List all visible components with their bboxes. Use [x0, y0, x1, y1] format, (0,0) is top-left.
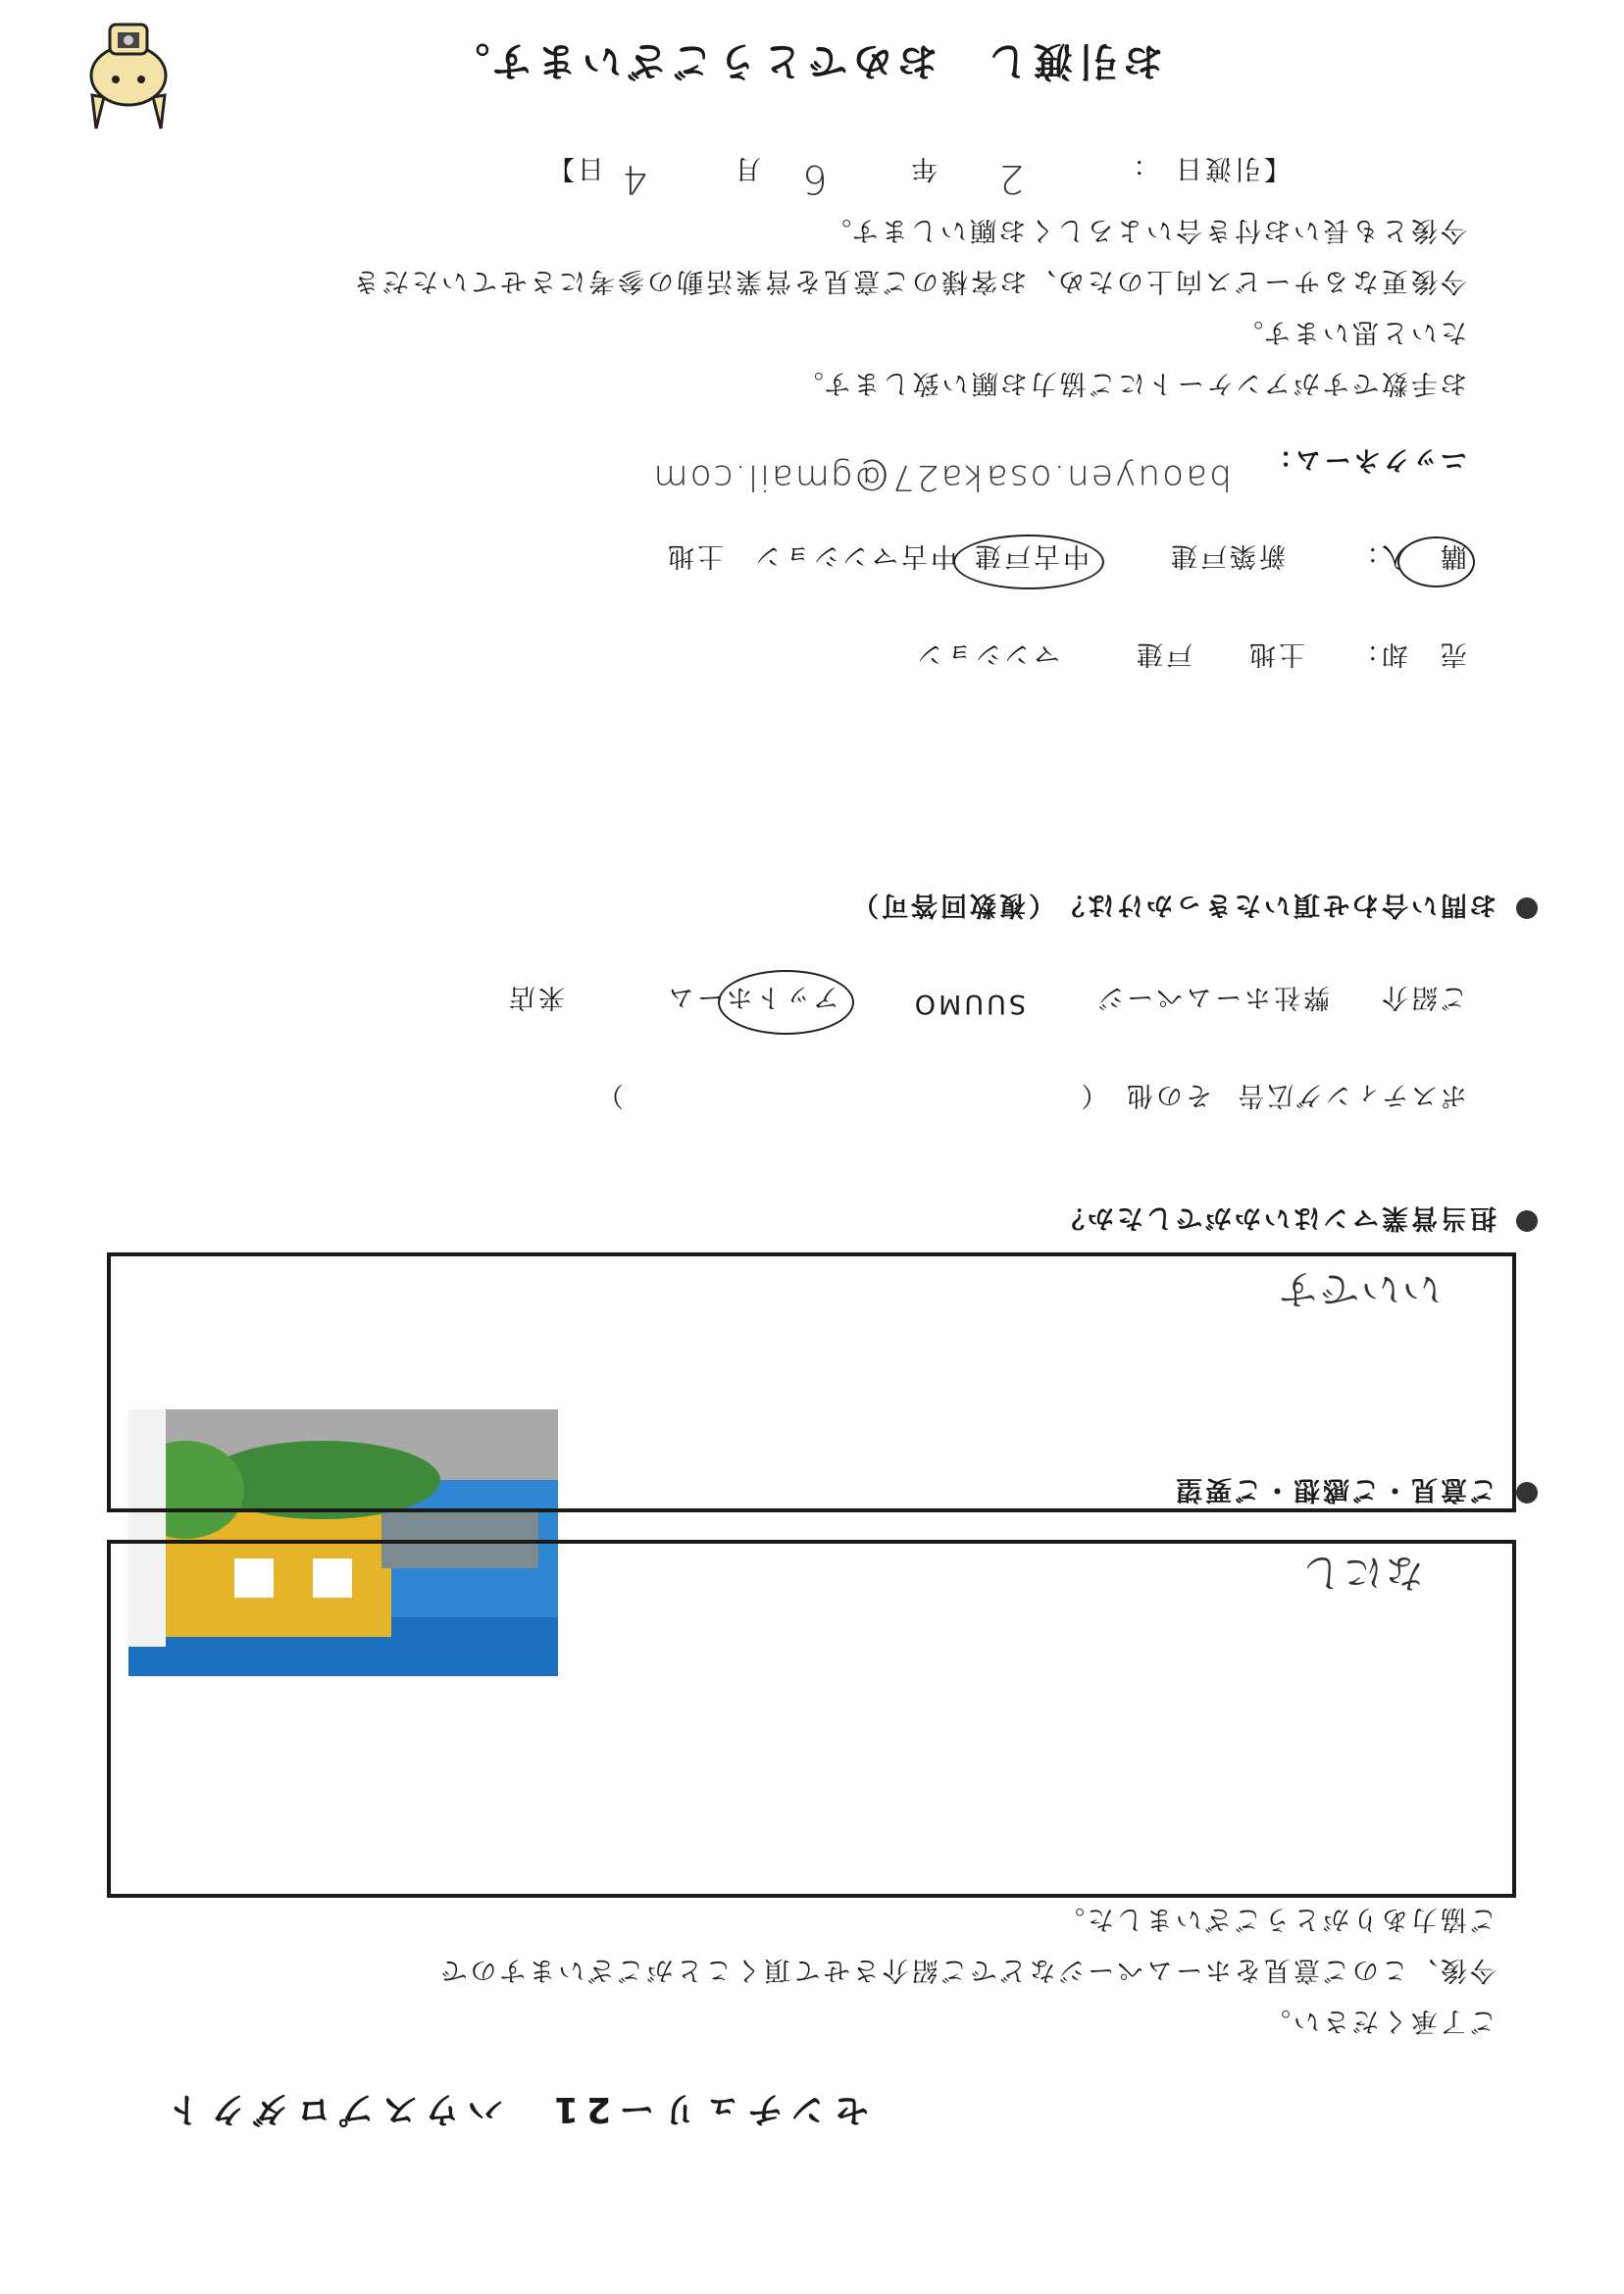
- inquiry-option[interactable]: その他 （: [1078, 1080, 1212, 1110]
- inquiry-option: ）: [594, 1080, 624, 1110]
- handover-colon: ：: [1116, 153, 1145, 183]
- purchase-option[interactable]: 中古マンション: [752, 540, 957, 571]
- nickname-label: ニックネーム：: [1262, 444, 1467, 475]
- handover-year-value: 2: [996, 156, 1024, 201]
- inquiry-circle-mark: [718, 970, 854, 1035]
- handover-day-unit: 日】: [545, 153, 604, 183]
- feedback-answer: なにし: [1300, 1550, 1424, 1595]
- sale-option[interactable]: 土地: [1246, 638, 1305, 669]
- mascot-icon: [75, 19, 182, 136]
- inquiry-option[interactable]: アットホーム: [664, 982, 839, 1012]
- handover-year-unit: 年: [908, 153, 938, 183]
- feedback-answer-box[interactable]: [107, 1540, 1516, 1898]
- purchase-label: 購 入：: [1349, 540, 1467, 571]
- purchase-option[interactable]: 土地: [665, 540, 724, 571]
- intro-line: 今後更なるサービス向上のため、お客様のご意見を営業活動の参考にさせていただき: [350, 266, 1467, 296]
- inquiry-option[interactable]: ポスティング広告: [1235, 1080, 1467, 1110]
- handover-month-value: 6: [800, 156, 828, 201]
- closing-line: 今後、このご意見をホームページなどでご紹介させて頂くことがございますので: [437, 1955, 1497, 1985]
- sale-option[interactable]: マンション: [914, 638, 1060, 669]
- closing-line: ご了承ください。: [1261, 2006, 1497, 2036]
- bullet-icon: [1516, 1482, 1538, 1504]
- nickname-value: baouyen.osaka27@gmail.com: [651, 457, 1232, 497]
- intro-line: 今後とも長いお付き合いよろしくお願いします。: [822, 215, 1467, 245]
- closing-line: ご協力ありがとうございました。: [1055, 1904, 1497, 1934]
- company-name: センチュリー21 ハウスプロダクト: [159, 2089, 869, 2129]
- inquiry-option[interactable]: 来店: [506, 982, 565, 1012]
- staff-answer: いいです: [1277, 1266, 1442, 1311]
- sale-label: 売 却：: [1349, 638, 1467, 669]
- inquiry-option[interactable]: SUUMO: [911, 989, 1026, 1019]
- purchase-option[interactable]: 新築戸建: [1168, 540, 1286, 571]
- handover-label: 【引渡日: [1173, 153, 1291, 183]
- handover-month-unit: 月: [732, 153, 761, 183]
- inquiry-option[interactable]: ご紹介: [1379, 982, 1467, 1012]
- feedback-heading: ご意見・ご感想・ご要望: [1173, 1474, 1497, 1504]
- intro-line: たいと思います。: [1234, 317, 1467, 347]
- handover-day-value: 4: [620, 156, 647, 201]
- intro-line: お手数ですがアンケートにご協力お願い致します。: [793, 368, 1467, 398]
- inquiry-option[interactable]: 弊社ホームページ: [1094, 982, 1330, 1012]
- staff-heading: 担当営業マンはいかがでしたか？: [1055, 1202, 1497, 1233]
- bullet-icon: [1516, 897, 1538, 919]
- page-title: お引渡し おめでとうございます。: [444, 38, 1163, 83]
- purchase-option[interactable]: 中古戸建: [972, 540, 1090, 571]
- bullet-icon: [1516, 1210, 1538, 1232]
- sale-option[interactable]: 戸建: [1134, 638, 1193, 669]
- purchase-option-circle-mark: [953, 535, 1104, 589]
- purchase-circle-mark: [1397, 536, 1475, 587]
- inquiry-heading: お問い合わせ頂いたきっかけは？（複数回答可）: [849, 890, 1497, 920]
